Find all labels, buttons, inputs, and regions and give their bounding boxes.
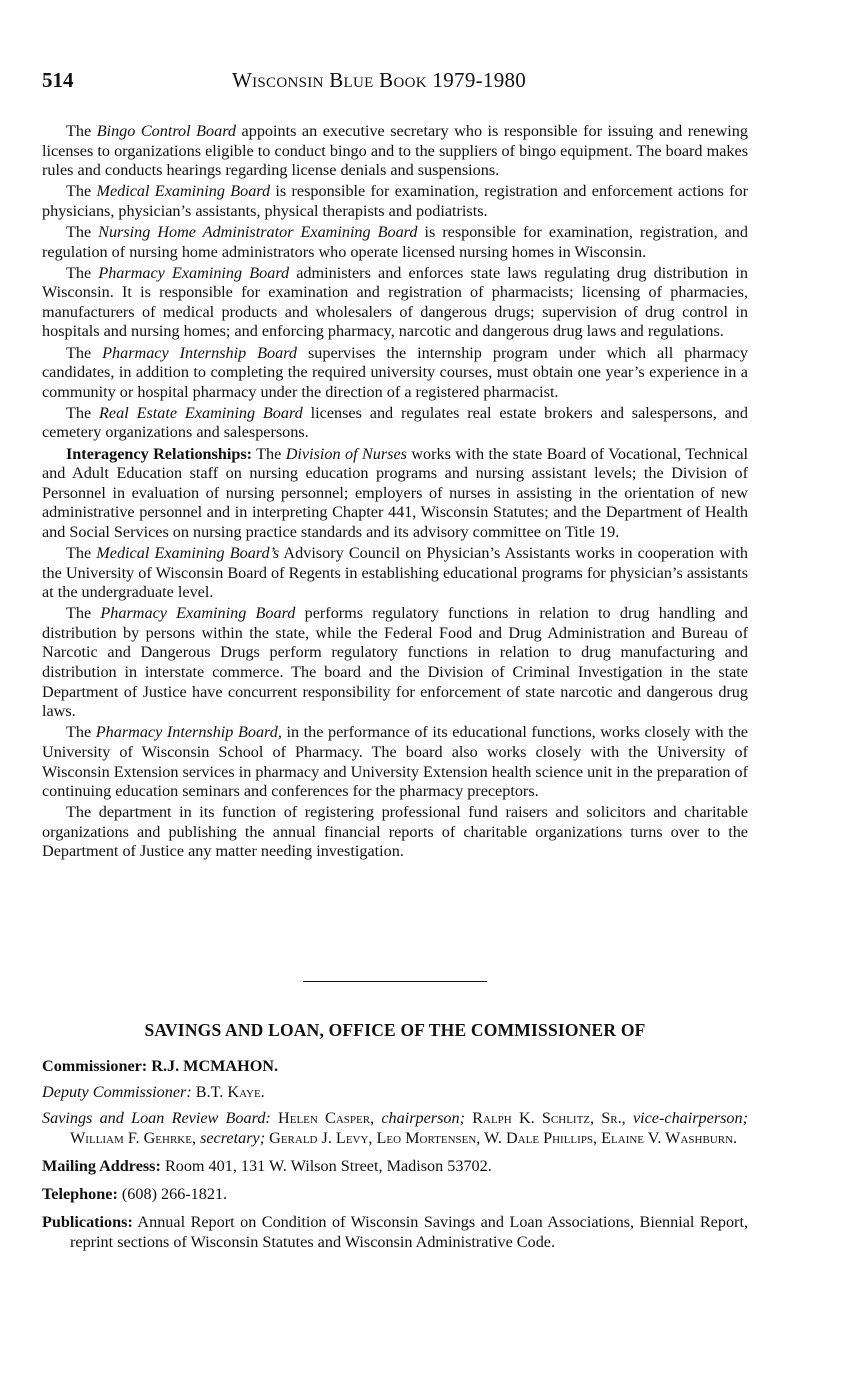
telephone-label: Telephone: xyxy=(42,1185,118,1203)
board-name: Medical Examining Board xyxy=(96,182,271,201)
publications-entry xyxy=(42,1212,748,1252)
commissioner-label: Commissioner: xyxy=(42,1057,148,1075)
paragraph-text: in the performance of its educational functions, works closely with the University of Wisconsin School of Pharmacy. The board also works closely with the University of Wisconsin Extension services in pharmacy and University Extension health science unit in the preparation of continuing education seminars and conferences for the pharmacy preceptors. xyxy=(42,723,749,801)
paragraph-lead: The xyxy=(66,543,97,562)
member-role: secretary; xyxy=(200,1129,266,1147)
board-name: Pharmacy Examining Board xyxy=(98,263,290,282)
board-name: Nursing Home Administrator Examining Board xyxy=(98,222,418,241)
paragraph-medical-board xyxy=(42,182,748,221)
telephone-value: (608) 266-1821. xyxy=(117,1185,228,1203)
board-name: Pharmacy Internship Board xyxy=(102,343,298,362)
deputy-commissioner-entry xyxy=(42,1082,748,1102)
paragraph-lead: The xyxy=(66,403,100,422)
commissioner-name: R.J. MCMAHON. xyxy=(151,1057,279,1075)
board-name: Pharmacy Examining Board xyxy=(100,604,296,623)
paragraph-text: administers and enforces state laws regulating drug distribution in Wisconsin. It is responsible for examination and registration of pharmacists; licensing of pharmacies, manufacturers of medical products and wholesalers of dangerous drugs; supervision of drug control in hospitals and nursing homes; and enforcing pharmacy, narcotic and dangerous drug laws and regulations. xyxy=(42,263,749,341)
paragraph-medical-council xyxy=(42,544,748,603)
board-name: Medical Examining Board’s xyxy=(96,543,280,562)
paragraph-text: licenses and regulates real estate brokers and salespersons, and cemetery organizations and salespersons. xyxy=(42,403,748,442)
publications-value: Annual Report on Condition of Wisconsin Savings and Loan Associations, Biennial Report, reprint sections of Wisconsin Statutes and Wisconsin Administrative Code. xyxy=(70,1213,748,1251)
review-board-label: Savings and Loan Review Board: xyxy=(42,1109,271,1127)
board-name: Pharmacy Internship Board, xyxy=(95,723,282,742)
paragraph-pharmacy-regulatory xyxy=(42,604,748,722)
review-board-entry xyxy=(42,1108,748,1148)
member-name: Ralph K. Schlitz, Sr., xyxy=(464,1109,633,1127)
publications-label: Publications: xyxy=(42,1213,133,1231)
mailing-address-value: Room 401, 131 W. Wilson Street, Madison 53702. xyxy=(160,1157,492,1175)
paragraph-text: works with the state Board of Vocational, Technical and Adult Education staff on nursing education programs and nursing assistant levels; the Division of Personnel in evaluation of nursing personnel; employers of nurses in assisting in the orientation of new administrative personnel and in interpreting Chapter 441, Wisconsin Statutes; and the Department of Health and Social Services on nursing practice standards and its advisory committee on Title 19. xyxy=(42,444,749,541)
paragraph-fund-raisers xyxy=(42,803,748,862)
telephone-entry xyxy=(42,1184,748,1204)
paragraph-lead: The xyxy=(252,444,286,463)
board-name: Bingo Control Board xyxy=(96,122,237,140)
member-name: William F. Gehrke, xyxy=(70,1129,201,1147)
paragraph-text: is responsible for examination, registration and enforcement actions for physicians, physician’s assistants, physical therapists and podiatrists. xyxy=(42,182,748,220)
paragraph-text: Advisory Council on Physician’s Assistants works in cooperation with the University of Wisconsin Board of Regents in establishing educational programs for physician’s assistants at the undergraduate level. xyxy=(42,543,748,602)
board-name: Division of Nurses xyxy=(285,444,407,463)
member-names: Gerald J. Levy, Leo Mortensen, W. Dale Phillips, Elaine V. Washburn. xyxy=(265,1129,738,1147)
paragraph-pharmacy-board xyxy=(42,264,748,342)
paragraph-lead: The xyxy=(66,343,103,362)
running-title: Wisconsin Blue Book 1979-1980 xyxy=(232,68,527,92)
mailing-address-entry xyxy=(42,1156,748,1176)
mailing-address-label: Mailing Address: xyxy=(42,1157,161,1175)
deputy-commissioner-label: Deputy Commissioner: xyxy=(42,1083,192,1101)
running-head xyxy=(42,68,802,98)
paragraph-nursing-home-board xyxy=(42,223,748,262)
paragraph-text: The department in its function of registering professional fund raisers and solicitors and charitable organizations and publishing the annual financial reports of charitable organizations turns over to the Department of Justice any matter needing investigation. xyxy=(42,803,748,861)
paragraph-bingo-board xyxy=(42,122,748,181)
office-directory xyxy=(42,1056,748,1260)
paragraph-lead: The xyxy=(66,604,101,623)
paragraph-text: performs regulatory functions in relation to drug handling and distribution by persons within the state, while the Federal Food and Drug Administration and Bureau of Narcotic and Dangerous Drugs perform regulatory functions in relation to drug manufacturing and distribution in interstate commerce. The board and the Division of Criminal Investigation in the state Department of Justice have concurrent responsibility for enforcement of state narcotic and dangerous drug laws. xyxy=(42,604,749,721)
member-name: Helen Casper, xyxy=(270,1109,382,1127)
paragraph-lead: The xyxy=(66,263,99,282)
body-text xyxy=(42,122,748,863)
paragraph-text: appoints an executive secretary who is responsible for issuing and renewing licenses to organizations eligible to conduct bingo and to the suppliers of bingo equipment. The board makes rules and conducts hearings regarding license denials and suspensions. xyxy=(42,122,748,180)
commissioner-entry xyxy=(42,1056,748,1076)
member-role: chairperson; xyxy=(381,1109,465,1127)
paragraph-lead: The xyxy=(66,222,99,241)
paragraph-interagency xyxy=(42,445,748,543)
paragraph-lead: The xyxy=(66,122,97,140)
deputy-commissioner-name: B.T. Kaye. xyxy=(191,1083,265,1101)
paragraph-internship-board xyxy=(42,344,748,403)
page-number: 514 xyxy=(42,68,74,92)
paragraph-lead: The xyxy=(66,182,97,201)
paragraph-text: is responsible for examination, registration, and regulation of nursing home administrators who operate licensed nursing homes in Wisconsin. xyxy=(42,222,748,261)
member-role: vice-chairperson; xyxy=(632,1109,749,1127)
board-name: Real Estate Examining Board xyxy=(99,403,303,422)
paragraph-real-estate-board xyxy=(42,404,748,443)
interagency-label: Interagency Relationships: xyxy=(66,444,253,463)
section-divider xyxy=(303,981,487,982)
section-heading: SAVINGS AND LOAN, OFFICE OF THE COMMISSIONER OF xyxy=(144,1020,646,1040)
paragraph-text: supervises the internship program under which all pharmacy candidates, in addition to completing the required university courses, must obtain one year’s experience in a community or hospital pharmacy under the direction of a registered pharmacist. xyxy=(42,343,748,401)
paragraph-internship-education xyxy=(42,723,748,801)
paragraph-lead: The xyxy=(66,723,96,742)
